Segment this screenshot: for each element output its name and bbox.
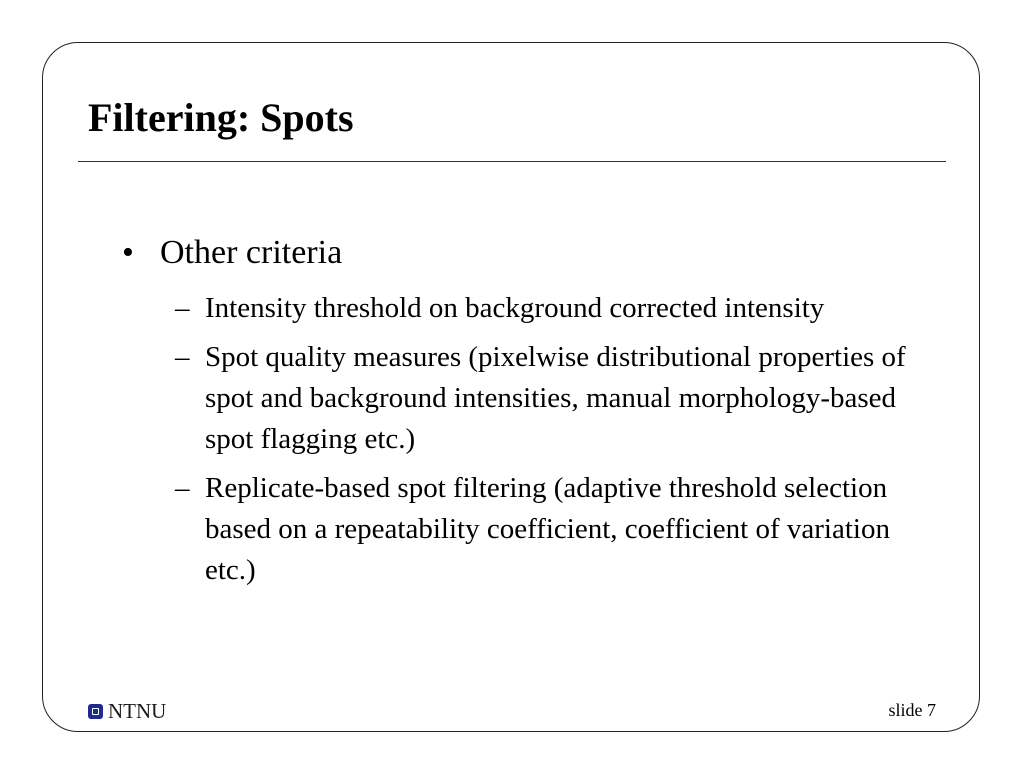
slide-title: Filtering: Spots: [88, 95, 354, 140]
slide-number: slide 7: [888, 700, 936, 720]
sub-bullet-list: [175, 288, 915, 599]
ntnu-logo: [88, 699, 166, 723]
ntnu-logo-icon: [88, 704, 103, 719]
bullet-text: Other criteria: [160, 234, 343, 271]
sub-bullet-item: [175, 288, 915, 329]
sub-bullet-item: [175, 468, 915, 591]
dash-marker: –: [175, 472, 190, 504]
sub-bullet-text: Intensity threshold on background corrected intensity: [205, 292, 825, 324]
sub-bullet-text: Replicate-based spot filtering (adaptive threshold selection based on a repeatability coefficient, coefficient of variation etc.): [205, 472, 890, 586]
dash-marker: –: [175, 341, 190, 373]
sub-bullet-item: [175, 337, 915, 460]
dash-marker: –: [175, 292, 190, 324]
title-divider: [78, 161, 946, 162]
bullet-marker: •: [122, 234, 134, 271]
logo-text: NTNU: [108, 699, 167, 723]
bullet-item: [122, 232, 342, 274]
sub-bullet-text: Spot quality measures (pixelwise distributional properties of spot and background intensities, manual morphology-based spot flagging etc.): [205, 341, 906, 455]
